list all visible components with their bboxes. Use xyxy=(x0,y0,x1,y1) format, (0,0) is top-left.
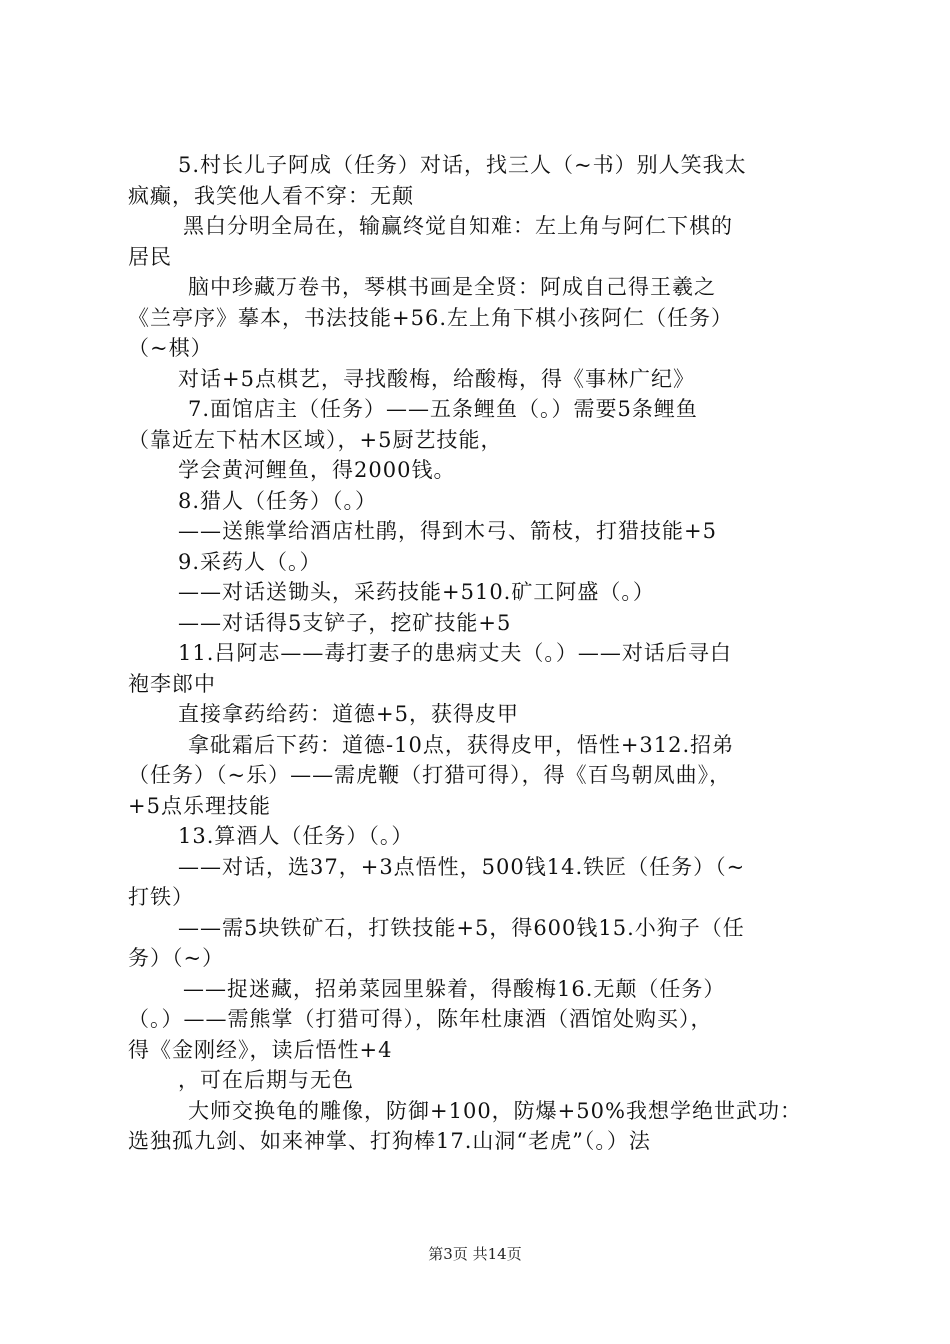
text-line: 黑白分明全局在，输赢终觉自知难：左上角与阿仁下棋的 xyxy=(183,214,733,238)
text-line: ——对话，选37，+3点悟性，500钱14.铁匠（任务）（~ xyxy=(178,854,746,879)
text-line: 居民 xyxy=(128,244,172,269)
text-line: 《兰亭序》摹本，书法技能+56.左上角下棋小孩阿仁（任务） xyxy=(128,305,733,330)
page-number-footer: 第3页 共14页 xyxy=(428,1245,522,1263)
text-line: 脑中珍藏万卷书，琴棋书画是全贤：阿成自己得王羲之 xyxy=(188,275,716,299)
text-line: 对话+5点棋艺，寻找酸梅，给酸梅，得《事林广纪》 xyxy=(178,366,695,391)
text-line: （任务）（~乐）——需虎鞭（打猎可得），得《百鸟朝凤曲》， xyxy=(128,763,732,787)
text-line: （。）——需熊掌（打猎可得），陈年杜康酒（酒馆处购买）， xyxy=(128,1007,713,1031)
text-line: ——捉迷藏，招弟菜园里躲着，得酸梅16.无颠（任务） xyxy=(183,976,726,1001)
text-line: 袍李郎中 xyxy=(128,671,216,696)
text-line: ——对话得5支铲子，挖矿技能+5 xyxy=(178,610,512,635)
document-body xyxy=(128,150,834,1157)
text-line: 13.算酒人（任务）（。） xyxy=(178,824,414,848)
text-line: （靠近左下枯木区域），+5厨艺技能， xyxy=(128,427,503,452)
text-line: ——送熊掌给酒店杜鹃，得到木弓、箭枝，打猎技能+5 xyxy=(178,519,717,543)
text-line: 得《金刚经》，读后悟性+4 xyxy=(128,1037,393,1062)
text-line: 务）（~） xyxy=(128,946,225,970)
text-line: ——对话送锄头，采药技能+510.矿工阿盛（。） xyxy=(178,580,655,604)
text-line: 疯癫，我笑他人看不穿：无颠 xyxy=(128,183,414,208)
text-line: 直接拿药给药：道德+5，获得皮甲 xyxy=(178,702,519,726)
text-line: 8.猎人（任务）（。） xyxy=(178,488,378,513)
text-line: 9.采药人（。） xyxy=(178,549,322,574)
text-line: +5点乐理技能 xyxy=(128,793,271,818)
text-line: 拿砒霜后下药：道德-10点，获得皮甲，悟性+312.招弟 xyxy=(188,732,735,757)
text-line: ，可在后期与无色 xyxy=(178,1068,354,1092)
text-line: 大师交换龟的雕像，防御+100，防爆+50%我想学绝世武功： xyxy=(188,1098,802,1123)
text-line: 打铁） xyxy=(128,885,194,909)
text-line: ——需5块铁矿石，打铁技能+5，得600钱15.小狗子（任 xyxy=(178,915,745,940)
text-line: 学会黄河鲤鱼，得2000钱。 xyxy=(178,458,456,482)
text-line: 5.村长儿子阿成（任务）对话，找三人（~书）别人笑我太 xyxy=(178,153,747,177)
text-line: 11.吕阿志——毒打妻子的患病丈夫（。）——对话后寻白 xyxy=(178,641,732,665)
text-line: 选独孤九剑、如来神掌、打狗棒17.山洞“老虎”（。）法 xyxy=(128,1129,651,1153)
text-line: （~棋） xyxy=(128,336,213,360)
text-line: 7.面馆店主（任务）——五条鲤鱼（。）需要5条鲤鱼 xyxy=(188,397,698,421)
